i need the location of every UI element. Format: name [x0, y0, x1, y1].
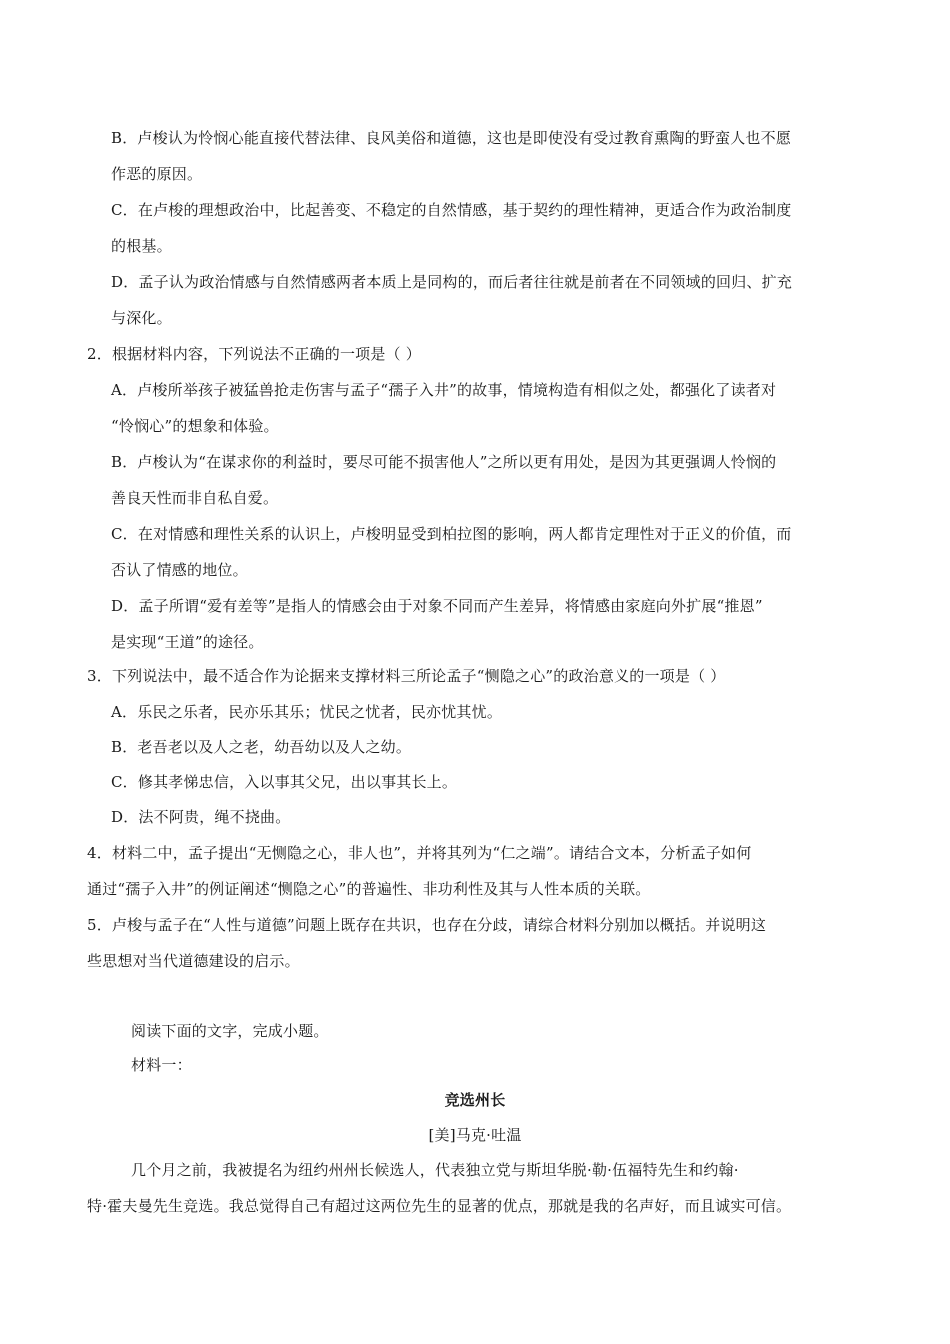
story-author: [美]马克·吐温 — [428, 1126, 522, 1144]
story-paragraph-line2: 特·霍夫曼先生竞选。我总觉得自己有超过这两位先生的显著的优点，那就是我的名声好，而且诚实可信。 — [87, 1197, 792, 1215]
q1-option-c-line1: C．在卢梭的理想政治中，比起善变、不稳定的自然情感，基于契约的理性精神，更适合作为政治制度 — [111, 201, 792, 219]
q5-line1: 5．卢梭与孟子在“人性与道德”问题上既存在共识，也存在分歧，请综合材料分别加以概括。并说明这 — [87, 916, 767, 934]
q4-line2: 通过“孺子入井”的例证阐述“恻隐之心”的普遍性、非功利性及其与人性本质的关联。 — [87, 880, 651, 898]
q2-option-c-line2: 否认了情感的地位。 — [111, 561, 248, 579]
q3-option-d: D．法不阿贵，绳不挠曲。 — [111, 808, 291, 826]
q1-option-b-line2: 作恶的原因。 — [111, 165, 203, 183]
q2-option-a-line2: “怜悯心”的想象和体验。 — [111, 417, 279, 435]
q2-option-d-line1: D．孟子所谓“爱有差等”是指人的情感会由于对象不同而产生差异，将情感由家庭向外扩展“推恩” — [111, 597, 763, 615]
q3-option-b: B．老吾老以及人之老，幼吾幼以及人之幼。 — [111, 738, 412, 756]
q3-stem: 3．下列说法中，最不适合作为论据来支撑材料三所论孟子“恻隐之心”的政治意义的一项是（ ） — [87, 667, 726, 685]
q2-option-c-line1: C．在对情感和理性关系的认识上，卢梭明显受到柏拉图的影响，两人都肯定理性对于正义的价值，而 — [111, 525, 792, 543]
q3-option-c: C．修其孝悌忠信，入以事其父兄，出以事其长上。 — [111, 773, 458, 791]
story-paragraph-line1: 几个月之前，我被提名为纽约州州长候选人，代表独立党与斯坦华脱·勒·伍福特先生和约翰· — [131, 1161, 739, 1179]
q2-option-b-line2: 善良天性而非自私自爱。 — [111, 489, 279, 507]
q4-line1: 4．材料二中，孟子提出“无恻隐之心，非人也”，并将其列为“仁之端”。请结合文本，分析孟子如何 — [87, 844, 752, 862]
q2-stem: 2．根据材料内容，下列说法不正确的一项是（ ） — [87, 345, 421, 363]
story-title: 竞选州长 — [444, 1091, 506, 1109]
q3-option-a: A．乐民之乐者，民亦乐其乐；忧民之忧者，民亦忧其忧。 — [111, 703, 503, 721]
material-label: 材料一： — [131, 1056, 192, 1074]
q2-option-a-line1: A．卢梭所举孩子被猛兽抢走伤害与孟子“孺子入井”的故事，情境构造有相似之处，都强化了读者对 — [111, 381, 777, 399]
q5-line2: 些思想对当代道德建设的启示。 — [87, 952, 300, 970]
q2-option-b-line1: B．卢梭认为“在谋求你的利益时，要尽可能不损害他人”之所以更有用处，是因为其更强调人怜悯的 — [111, 453, 777, 471]
q1-option-b-line1: B．卢梭认为怜悯心能直接代替法律、良风美俗和道德，这也是即使没有受过教育熏陶的野蛮人也不愿 — [111, 129, 792, 147]
q2-option-d-line2: 是实现“王道”的途径。 — [111, 633, 264, 651]
reading-instruction: 阅读下面的文字，完成小题。 — [131, 1022, 329, 1040]
q1-option-d-line2: 与深化。 — [111, 309, 172, 327]
q1-option-d-line1: D．孟子认为政治情感与自然情感两者本质上是同构的，而后者往往就是前者在不同领域的回归、扩充 — [111, 273, 793, 291]
q1-option-c-line2: 的根基。 — [111, 237, 172, 255]
